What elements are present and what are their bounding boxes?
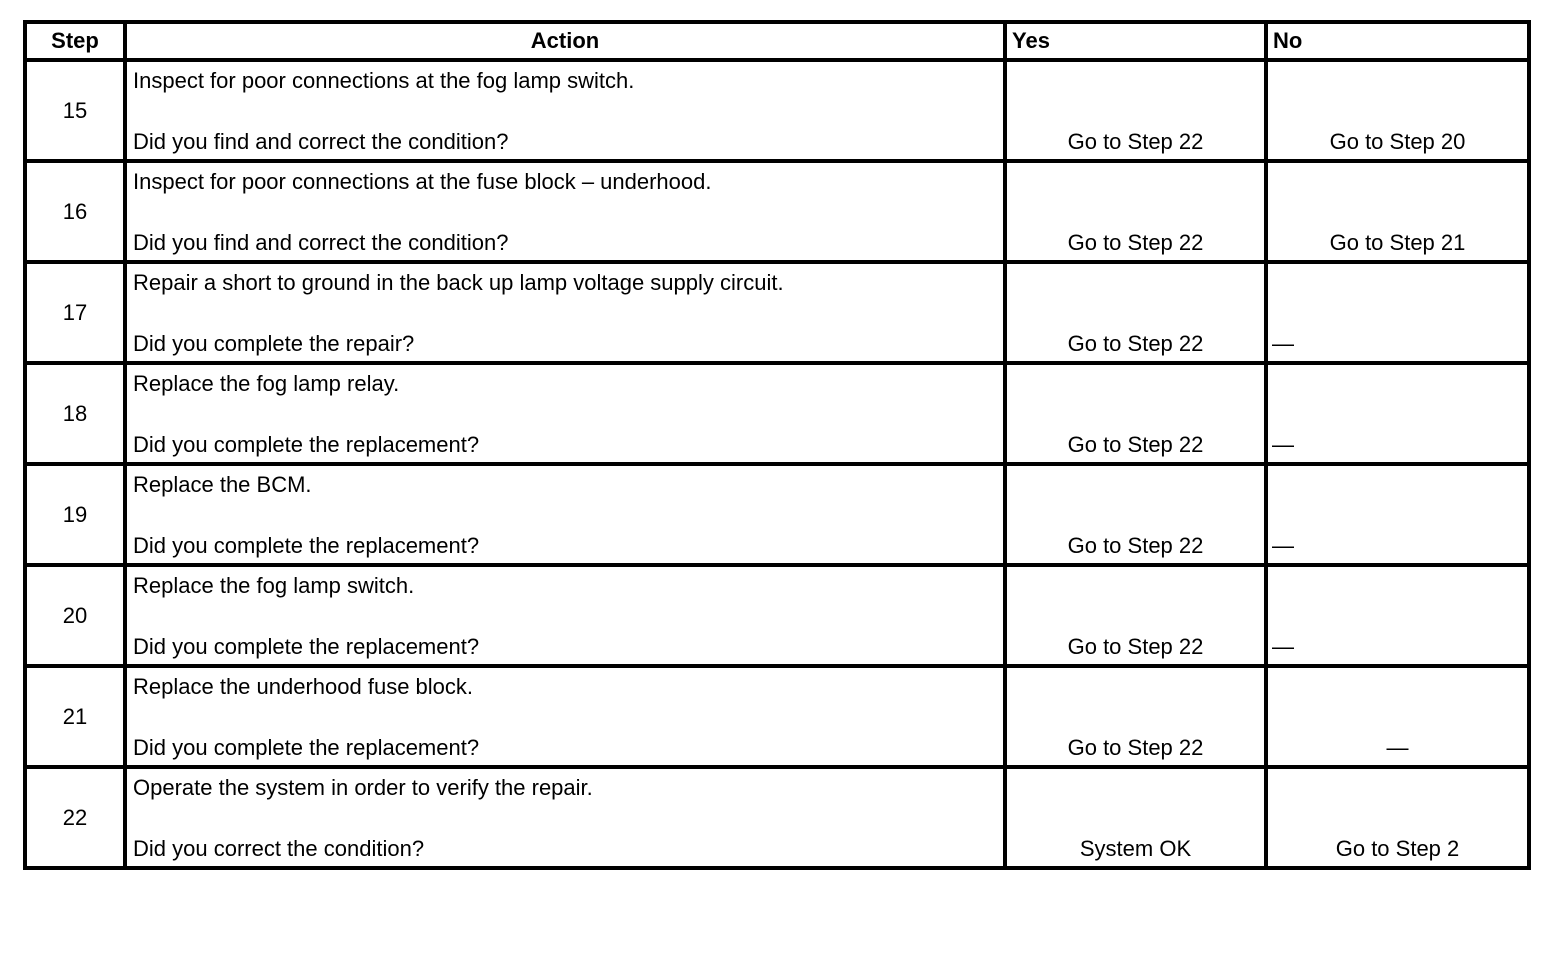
step-number: 15	[25, 60, 125, 161]
yes-result: Go to Step 22	[1067, 533, 1204, 558]
table-row	[25, 666, 1529, 767]
table-row	[25, 767, 1529, 868]
yes-cell	[1005, 363, 1266, 464]
table-row	[25, 262, 1529, 363]
yes-cell	[1005, 161, 1266, 262]
action-text: Replace the fog lamp switch.	[133, 573, 415, 598]
no-cell	[1266, 666, 1529, 767]
action-cell	[125, 161, 1005, 262]
no-cell	[1266, 565, 1529, 666]
no-cell	[1266, 767, 1529, 868]
yes-result: Go to Step 22	[1067, 735, 1204, 760]
table-row	[25, 60, 1529, 161]
action-text: Replace the BCM.	[133, 472, 312, 497]
no-result: Go to Step 21	[1329, 230, 1466, 255]
action-cell	[125, 464, 1005, 565]
question-text: Did you complete the replacement?	[133, 634, 480, 659]
action-cell	[125, 363, 1005, 464]
no-cell	[1266, 363, 1529, 464]
table-row	[25, 161, 1529, 262]
no-cell	[1266, 161, 1529, 262]
no-cell	[1266, 262, 1529, 363]
question-text: Did you complete the replacement?	[133, 432, 480, 457]
header-step: Step	[25, 22, 125, 60]
step-number: 17	[25, 262, 125, 363]
action-text: Replace the fog lamp relay.	[133, 371, 400, 396]
action-cell	[125, 767, 1005, 868]
no-result: —	[1272, 533, 1294, 558]
yes-result: Go to Step 22	[1067, 129, 1204, 154]
header-action: Action	[125, 22, 1005, 60]
step-number: 19	[25, 464, 125, 565]
yes-result: Go to Step 22	[1067, 432, 1204, 457]
no-result: Go to Step 20	[1329, 129, 1466, 154]
table-row	[25, 363, 1529, 464]
question-text: Did you complete the replacement?	[133, 735, 480, 760]
step-number: 20	[25, 565, 125, 666]
yes-cell	[1005, 464, 1266, 565]
no-result: Go to Step 2	[1335, 836, 1460, 861]
no-result: —	[1272, 432, 1294, 457]
yes-result: Go to Step 22	[1067, 331, 1204, 356]
yes-result: Go to Step 22	[1067, 230, 1204, 255]
yes-cell	[1005, 767, 1266, 868]
action-cell	[125, 60, 1005, 161]
question-text: Did you complete the replacement?	[133, 533, 480, 558]
step-number: 18	[25, 363, 125, 464]
yes-cell	[1005, 60, 1266, 161]
yes-cell	[1005, 565, 1266, 666]
header-no: No	[1266, 22, 1529, 60]
action-text: Inspect for poor connections at the fog lamp switch.	[133, 68, 635, 93]
no-cell	[1266, 60, 1529, 161]
action-text: Operate the system in order to verify the repair.	[133, 775, 593, 800]
table-row	[25, 565, 1529, 666]
no-result: —	[1272, 331, 1294, 356]
action-text: Replace the underhood fuse block.	[133, 674, 474, 699]
yes-cell	[1005, 262, 1266, 363]
no-result: —	[1272, 634, 1294, 659]
question-text: Did you correct the condition?	[133, 836, 425, 861]
action-cell	[125, 565, 1005, 666]
step-number: 16	[25, 161, 125, 262]
action-cell	[125, 262, 1005, 363]
no-cell	[1266, 464, 1529, 565]
table-row	[25, 464, 1529, 565]
no-result: —	[1386, 735, 1409, 760]
action-text: Repair a short to ground in the back up lamp voltage supply circuit.	[133, 270, 784, 295]
question-text: Did you find and correct the condition?	[133, 129, 509, 154]
yes-result: Go to Step 22	[1067, 634, 1204, 659]
question-text: Did you find and correct the condition?	[133, 230, 509, 255]
table-header-row	[25, 22, 1529, 60]
yes-result: System OK	[1079, 836, 1192, 861]
action-cell	[125, 666, 1005, 767]
question-text: Did you complete the repair?	[133, 331, 415, 356]
step-number: 21	[25, 666, 125, 767]
diagnostic-table	[23, 20, 1531, 870]
header-yes: Yes	[1005, 22, 1266, 60]
action-text: Inspect for poor connections at the fuse block – underhood.	[133, 169, 712, 194]
yes-cell	[1005, 666, 1266, 767]
step-number: 22	[25, 767, 125, 868]
